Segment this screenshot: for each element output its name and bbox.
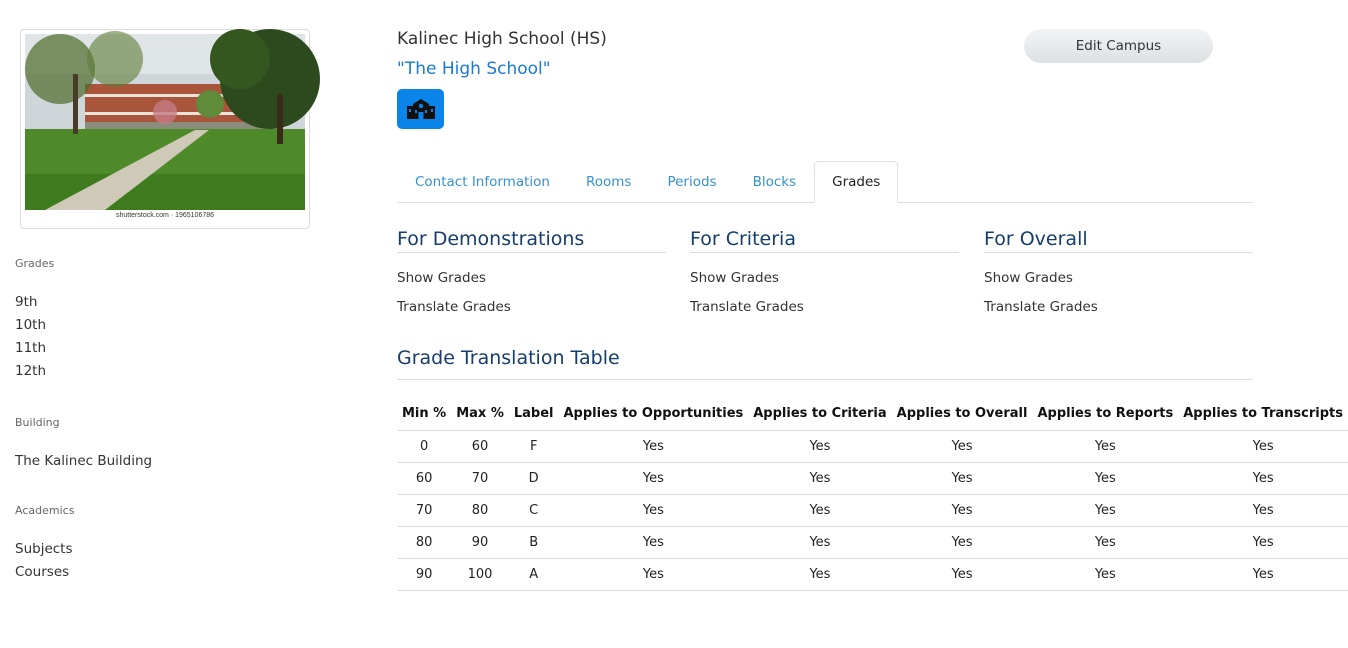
table-cell: 0: [397, 430, 451, 462]
table-cell: Yes: [1178, 494, 1348, 526]
column-header: Label: [509, 398, 559, 430]
section-title: For Overall: [984, 228, 1253, 253]
campus-tabs: [397, 161, 1253, 203]
sidebar-item-building[interactable]: The Kalinec Building: [15, 453, 153, 469]
sidebar-item-9th[interactable]: 9th: [15, 294, 38, 310]
section-overall: [984, 228, 1253, 315]
column-header: Applies to Opportunities: [559, 398, 749, 430]
sidebar-item-subjects[interactable]: Subjects: [15, 541, 73, 557]
show-grades-link[interactable]: Show Grades: [984, 270, 1073, 286]
column-header: Applies to Reports: [1032, 398, 1178, 430]
table-row: [397, 558, 1348, 590]
table-cell: 80: [397, 526, 451, 558]
sidebar-item-11th[interactable]: 11th: [15, 340, 47, 356]
table-cell: F: [509, 430, 559, 462]
table-row: [397, 526, 1348, 558]
sidebar-building: [15, 416, 152, 473]
table-cell: 60: [397, 462, 451, 494]
tab-grades[interactable]: Grades: [814, 161, 898, 203]
table-cell: 70: [451, 462, 509, 494]
sidebar-item-courses[interactable]: Courses: [15, 564, 70, 580]
show-grades-link[interactable]: Show Grades: [690, 270, 779, 286]
column-header: Applies to Criteria: [748, 398, 891, 430]
table-cell: Yes: [1032, 526, 1178, 558]
table-row: [397, 494, 1348, 526]
table-cell: Yes: [559, 526, 749, 558]
table-cell: Yes: [1178, 526, 1348, 558]
tab-periods[interactable]: Periods: [667, 174, 717, 190]
table-cell: Yes: [892, 494, 1033, 526]
table-cell: 80: [451, 494, 509, 526]
section-demonstrations: [397, 228, 666, 315]
table-cell: Yes: [559, 430, 749, 462]
tab-contact-information[interactable]: Contact Information: [415, 174, 550, 190]
section-title: For Demonstrations: [397, 228, 666, 253]
table-row: [397, 462, 1348, 494]
show-grades-link[interactable]: Show Grades: [397, 270, 486, 286]
table-header-row: [397, 398, 1348, 430]
table-cell: Yes: [748, 430, 891, 462]
table-cell: 90: [397, 558, 451, 590]
translate-grades-link[interactable]: Translate Grades: [984, 299, 1098, 315]
table-cell: Yes: [1178, 430, 1348, 462]
table-cell: Yes: [559, 462, 749, 494]
sidebar-heading-academics: Academics: [15, 504, 75, 517]
column-header: Max %: [451, 398, 509, 430]
column-header: Applies to Overall: [892, 398, 1033, 430]
photo-caption: shutterstock.com · 1965106786: [115, 212, 215, 219]
table-cell: Yes: [1032, 430, 1178, 462]
sidebar-item-12th[interactable]: 12th: [15, 363, 47, 379]
section-title: For Criteria: [690, 228, 959, 253]
table-cell: C: [509, 494, 559, 526]
translate-grades-link[interactable]: Translate Grades: [690, 299, 804, 315]
edit-campus-button[interactable]: Edit Campus: [1024, 29, 1213, 63]
grade-translation-table: [397, 398, 1348, 591]
column-header: Min %: [397, 398, 451, 430]
sidebar-item-10th[interactable]: 10th: [15, 317, 47, 333]
table-cell: Yes: [559, 558, 749, 590]
table-cell: Yes: [1032, 494, 1178, 526]
table-cell: Yes: [748, 494, 891, 526]
translate-grades-link[interactable]: Translate Grades: [397, 299, 511, 315]
tab-blocks[interactable]: Blocks: [752, 174, 797, 190]
table-cell: A: [509, 558, 559, 590]
translation-table-title: Grade Translation Table: [397, 347, 1253, 380]
table-cell: Yes: [748, 462, 891, 494]
table-cell: Yes: [1178, 558, 1348, 590]
campus-name: Kalinec High School (HS): [397, 29, 607, 49]
campus-photo-card: [20, 29, 310, 229]
table-cell: D: [509, 462, 559, 494]
sidebar-grades: [15, 257, 54, 383]
table-cell: B: [509, 526, 559, 558]
table-cell: Yes: [559, 494, 749, 526]
section-criteria: [690, 228, 959, 315]
sidebar-heading-grades: Grades: [15, 257, 55, 270]
school-icon: [397, 89, 444, 129]
table-cell: Yes: [1032, 462, 1178, 494]
sidebar-academics: [15, 504, 74, 584]
sidebar-heading-building: Building: [15, 416, 60, 429]
column-header: Applies to Transcripts: [1178, 398, 1348, 430]
table-cell: Yes: [892, 526, 1033, 558]
table-row: [397, 430, 1348, 462]
table-cell: Yes: [748, 558, 891, 590]
table-cell: Yes: [1178, 462, 1348, 494]
table-cell: Yes: [892, 462, 1033, 494]
table-cell: Yes: [1032, 558, 1178, 590]
table-cell: 100: [451, 558, 509, 590]
table-cell: 90: [451, 526, 509, 558]
campus-nickname: "The High School": [397, 59, 551, 79]
table-cell: Yes: [892, 558, 1033, 590]
campus-photo: [25, 34, 305, 210]
table-cell: 60: [451, 430, 509, 462]
table-cell: Yes: [892, 430, 1033, 462]
tab-rooms[interactable]: Rooms: [585, 174, 632, 190]
table-cell: 70: [397, 494, 451, 526]
table-cell: Yes: [748, 526, 891, 558]
